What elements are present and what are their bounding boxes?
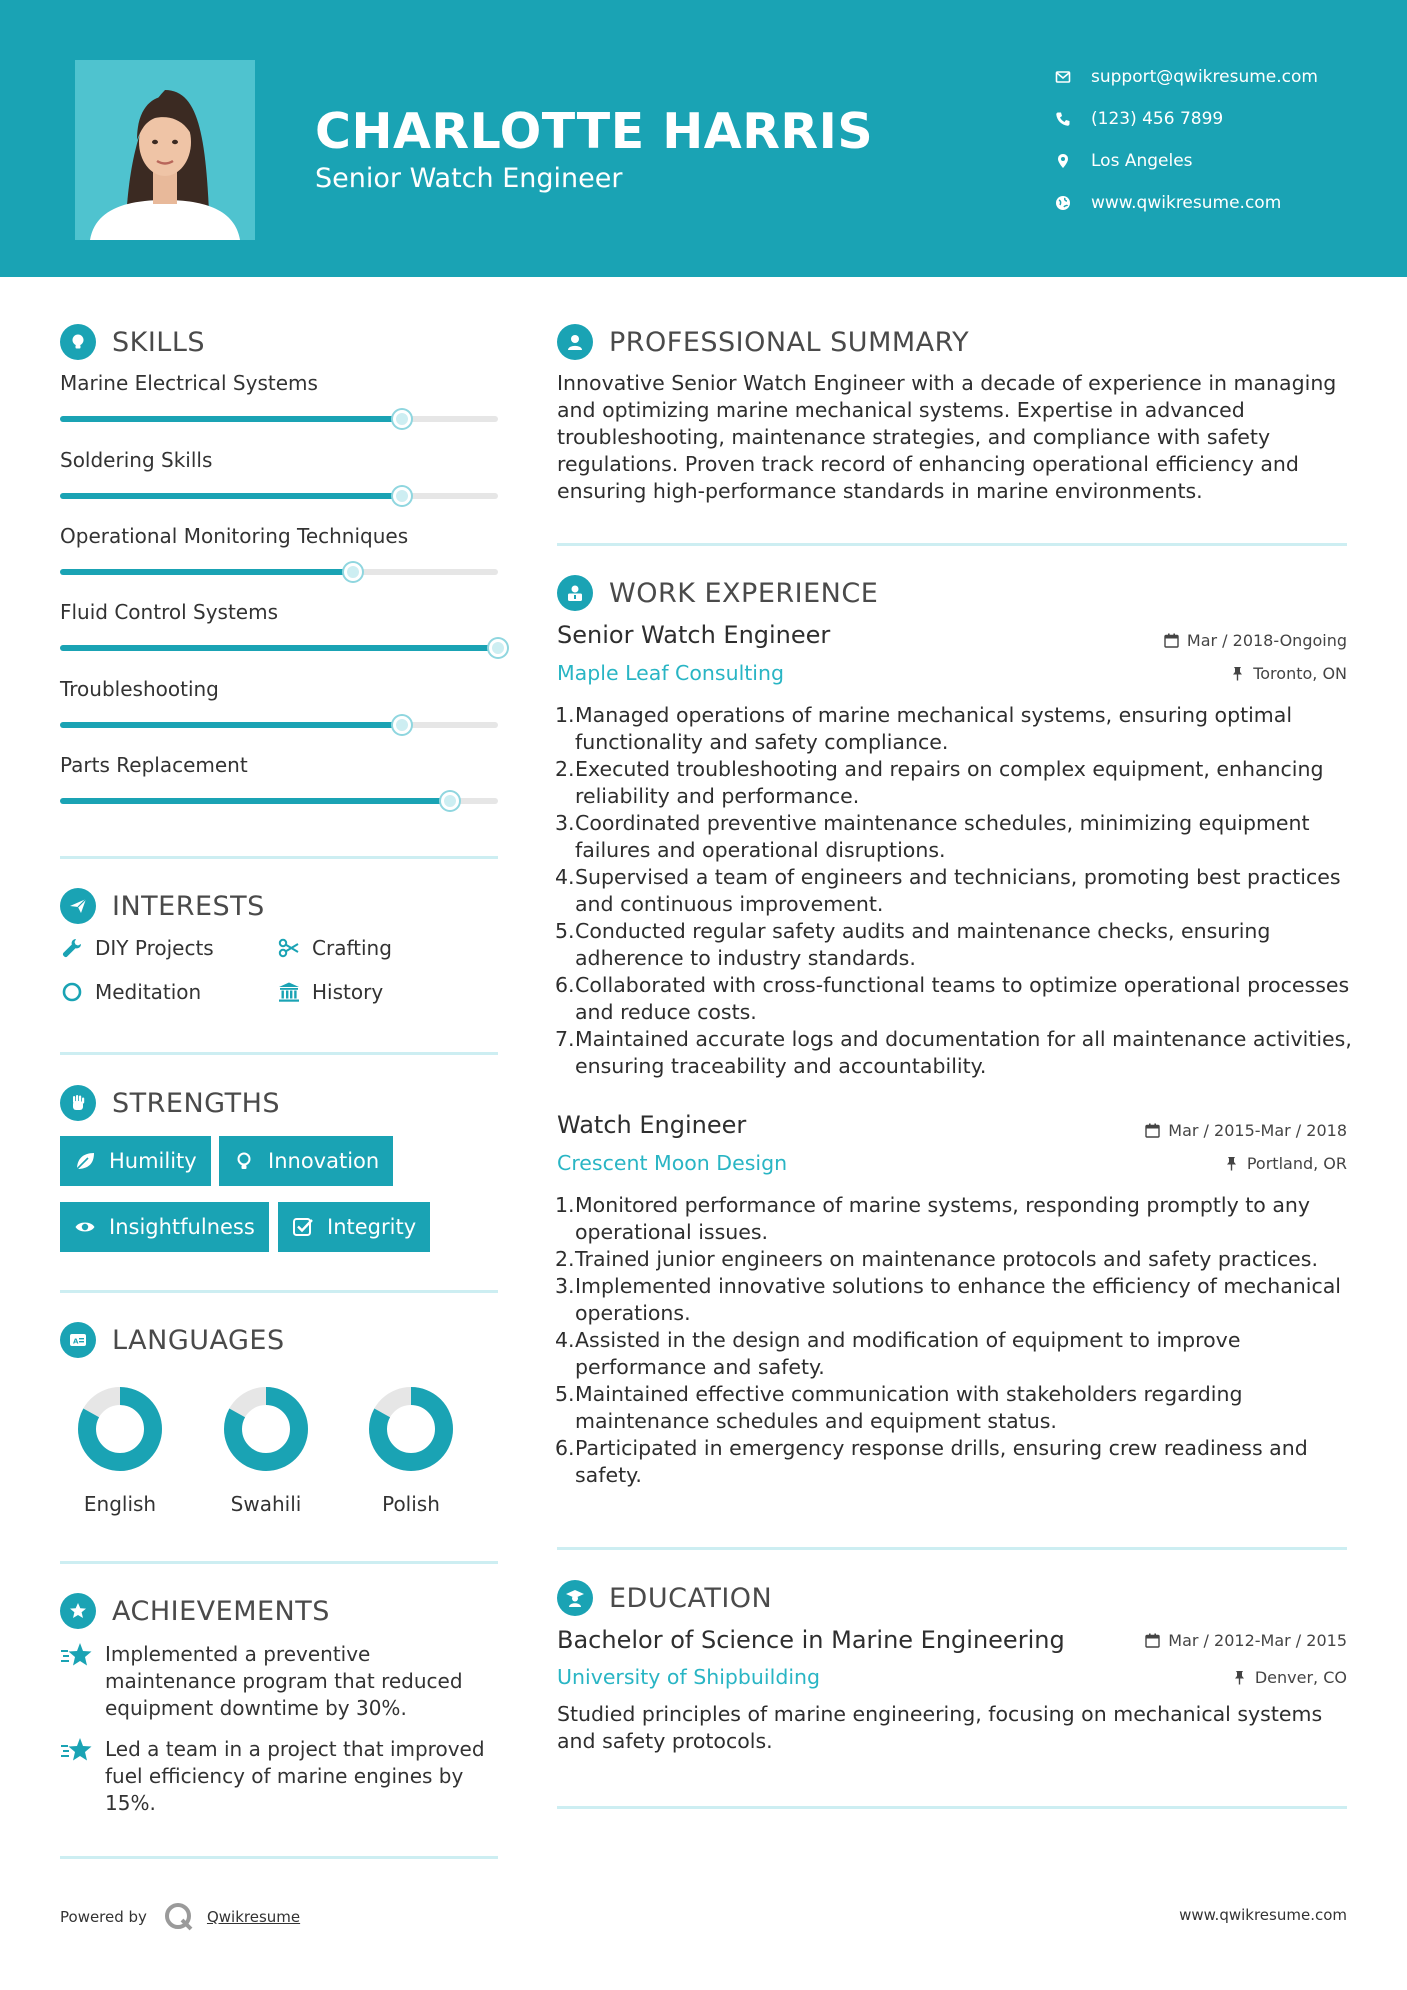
skill-bar-fill [60, 493, 402, 499]
skill-name: Troubleshooting [60, 677, 219, 701]
languages-heading [60, 1322, 285, 1358]
paper-plane-icon [60, 888, 96, 924]
skill-item [60, 753, 498, 777]
bullet-text: Collaborated with cross-functional teams to optimize operational processes and reduce costs. [575, 973, 1350, 1024]
bullet-text: Coordinated preventive maintenance schedules, minimizing equipment failures and operational disruptions. [575, 811, 1310, 862]
resume-header [0, 0, 1407, 277]
graduate-icon [557, 1580, 593, 1616]
skill-bar-fill [60, 416, 402, 422]
star-icon [60, 1641, 94, 1671]
contact-website[interactable] [1055, 182, 1318, 224]
job-date-text: Mar / 2015-Mar / 2018 [1168, 1121, 1347, 1140]
job-company: Maple Leaf Consulting [557, 661, 785, 685]
language-donut [75, 1384, 165, 1474]
skill-item [60, 600, 498, 624]
education-location-text: Denver, CO [1254, 1668, 1347, 1687]
skill-bar-knob [441, 792, 459, 810]
interest-label: Crafting [312, 936, 392, 960]
bullet-number: 2. [555, 1247, 575, 1271]
contact-list [1055, 56, 1318, 224]
pushpin-icon [1230, 666, 1245, 681]
strength-label: Innovation [268, 1149, 380, 1173]
pushpin-icon [1224, 1156, 1239, 1171]
skill-name: Fluid Control Systems [60, 600, 278, 624]
calendar-icon [1145, 1633, 1160, 1648]
globe-icon [1055, 195, 1071, 211]
profile-photo [75, 60, 255, 240]
interest-item [277, 980, 383, 1004]
education-date-text: Mar / 2012-Mar / 2015 [1168, 1631, 1347, 1650]
interest-item [60, 980, 201, 1004]
section-divider [557, 1547, 1347, 1550]
education-date [1145, 1631, 1347, 1650]
strength-label: Humility [109, 1149, 197, 1173]
strength-badge [278, 1202, 430, 1252]
language-donut [366, 1384, 456, 1474]
qwikresume-link[interactable]: Qwikresume [206, 1908, 301, 1926]
skill-bar-knob [393, 487, 411, 505]
bullet-number: 5. [555, 1382, 575, 1406]
summary-title: PROFESSIONAL SUMMARY [609, 326, 970, 358]
strength-badge [219, 1136, 393, 1186]
calendar-icon [1145, 1123, 1160, 1138]
bullet-number: 1. [555, 703, 575, 727]
user-icon [557, 324, 593, 360]
bank-icon [277, 980, 301, 1004]
job-bullets [555, 1192, 1355, 1489]
calendar-icon [1164, 633, 1179, 648]
language-name: Swahili [230, 1492, 302, 1516]
bullet-text: Maintained effective communication with stakeholders regarding maintenance schedules and equipment status. [575, 1382, 1243, 1433]
skills-heading [60, 324, 205, 360]
language-name: Polish [382, 1492, 440, 1516]
interests-title: INTERESTS [112, 890, 265, 922]
language-icon [60, 1322, 96, 1358]
job-bullets [555, 702, 1355, 1080]
bullet-number: 2. [555, 757, 575, 781]
bullet-number: 4. [555, 1328, 575, 1352]
strength-label: Integrity [327, 1215, 417, 1239]
eye-icon [74, 1216, 96, 1238]
svg-text:A: A [73, 1337, 79, 1346]
strengths-heading [60, 1085, 280, 1121]
contact-email[interactable] [1055, 56, 1318, 98]
job-date [1164, 631, 1347, 650]
language-name: English [83, 1492, 157, 1516]
check-square-icon [292, 1216, 314, 1238]
bullet-text: Executed troubleshooting and repairs on complex equipment, enhancing reliability and performance. [575, 757, 1324, 808]
bullet-text: Maintained accurate logs and documentation for all maintenance activities, ensuring traceability and accountability. [575, 1027, 1352, 1078]
qwikresume-logo-icon[interactable] [163, 1901, 195, 1933]
job-bullet [555, 1435, 1355, 1489]
briefcase-user-icon [557, 575, 593, 611]
education-heading [557, 1580, 772, 1616]
strength-badge [60, 1202, 269, 1252]
section-divider [60, 1856, 498, 1859]
language-item [351, 1384, 471, 1516]
bullet-number: 5. [555, 919, 575, 943]
job-date [1145, 1121, 1347, 1140]
bullet-number: 3. [555, 811, 575, 835]
skill-bar-knob [393, 410, 411, 428]
skill-bar-knob [393, 716, 411, 734]
job-bullet [555, 1327, 1355, 1381]
education-location [1232, 1668, 1347, 1687]
section-divider [557, 1806, 1347, 1809]
hand-icon [60, 1085, 96, 1121]
candidate-title: Senior Watch Engineer [315, 163, 623, 194]
skill-item [60, 524, 498, 548]
skills-title: SKILLS [112, 326, 206, 358]
job-bullet [555, 810, 1355, 864]
bullet-text: Trained junior engineers on maintenance protocols and safety practices. [575, 1247, 1318, 1271]
section-divider [60, 1561, 498, 1564]
bullet-text: Monitored performance of marine systems, responding promptly to any operational issues. [575, 1193, 1311, 1244]
leaf-icon [74, 1150, 96, 1172]
strengths-title: STRENGTHS [112, 1087, 281, 1119]
footer-powered-by [60, 1901, 300, 1933]
strength-label: Insightfulness [109, 1215, 255, 1239]
job-company: Crescent Moon Design [557, 1151, 788, 1175]
interest-item [277, 936, 392, 960]
lightbulb-icon [233, 1150, 255, 1172]
achievements-title: ACHIEVEMENTS [112, 1595, 330, 1627]
job-bullet [555, 972, 1355, 1026]
skill-name: Soldering Skills [60, 448, 213, 472]
bullet-text: Assisted in the design and modification of equipment to improve performance and safety. [575, 1328, 1241, 1379]
skill-bar-fill [60, 645, 498, 651]
interest-item [60, 936, 214, 960]
star-badge-icon [60, 1593, 96, 1629]
skill-bar [60, 722, 498, 728]
skill-item [60, 448, 498, 472]
lightbulb-icon [60, 324, 96, 360]
interest-label: History [312, 980, 384, 1004]
achievement-item [60, 1641, 500, 1722]
bullet-number: 6. [555, 973, 575, 997]
bullet-number: 7. [555, 1027, 575, 1051]
summary-text: Innovative Senior Watch Engineer with a decade of experience in managing and optimizing marine mechanical systems. Expertise in advanced troubleshooting, maintenance strategies, and compliance with safety regulations. Proven track record of enhancing operational efficiency and ensuring high-performance standards in marine environments. [557, 371, 1337, 503]
section-divider [60, 1052, 498, 1055]
job-location-text: Toronto, ON [1253, 664, 1347, 683]
contact-website-text: www.qwikresume.com [1091, 193, 1282, 213]
language-item [206, 1384, 326, 1516]
skill-bar [60, 493, 498, 499]
skill-bar-fill [60, 798, 450, 804]
wrench-icon [60, 936, 84, 960]
skill-item [60, 677, 498, 701]
achievement-item [60, 1736, 500, 1817]
skill-bar-fill [60, 569, 353, 575]
experience-heading [557, 575, 878, 611]
pushpin-icon [1232, 1670, 1247, 1685]
strength-badge [60, 1136, 211, 1186]
skill-bar [60, 645, 498, 651]
job-location [1224, 1154, 1347, 1173]
envelope-icon [1055, 69, 1071, 85]
contact-phone-text: (123) 456 7899 [1091, 109, 1224, 129]
bullet-number: 4. [555, 865, 575, 889]
section-divider [60, 856, 498, 859]
skill-bar [60, 798, 498, 804]
skill-item [60, 371, 498, 395]
education-degree: Bachelor of Science in Marine Engineering [557, 1626, 1065, 1654]
experience-title: WORK EXPERIENCE [609, 577, 879, 609]
skill-bar-fill [60, 722, 402, 728]
skill-bar [60, 416, 498, 422]
contact-phone[interactable] [1055, 98, 1318, 140]
job-title: Watch Engineer [557, 1111, 747, 1139]
achievements-heading [60, 1593, 330, 1629]
candidate-name: CHARLOTTE HARRIS [315, 103, 874, 160]
job-bullet [555, 918, 1355, 972]
interest-label: Meditation [95, 980, 202, 1004]
job-bullet [555, 1026, 1355, 1080]
footer-url[interactable]: www.qwikresume.com [1179, 1906, 1347, 1924]
section-divider [60, 1290, 498, 1293]
job-bullet [555, 1246, 1355, 1273]
bullet-number: 6. [555, 1436, 575, 1460]
job-bullet [555, 756, 1355, 810]
job-bullet [555, 1273, 1355, 1327]
job-bullet [555, 702, 1355, 756]
language-item [60, 1384, 180, 1516]
languages-title: LANGUAGES [112, 1324, 285, 1356]
powered-by-text: Powered by [60, 1908, 147, 1926]
contact-location [1055, 140, 1318, 182]
skill-name: Marine Electrical Systems [60, 371, 318, 395]
phone-icon [1055, 111, 1071, 127]
contact-email-text: support@qwikresume.com [1091, 67, 1318, 87]
achievement-text: Led a team in a project that improved fuel efficiency of marine engines by 15%. [105, 1737, 485, 1815]
achievement-text: Implemented a preventive maintenance program that reduced equipment downtime by 30%. [105, 1642, 463, 1720]
language-donut [221, 1384, 311, 1474]
interest-label: DIY Projects [95, 936, 214, 960]
education-title: EDUCATION [609, 1582, 773, 1614]
skill-name: Parts Replacement [60, 753, 248, 777]
map-pin-icon [1055, 153, 1071, 169]
education-school: University of Shipbuilding [557, 1665, 821, 1689]
contact-location-text: Los Angeles [1091, 151, 1193, 171]
bullet-text: Implemented innovative solutions to enhance the efficiency of mechanical operations. [575, 1274, 1342, 1325]
job-bullet [555, 1192, 1355, 1246]
skill-name: Operational Monitoring Techniques [60, 524, 409, 548]
job-bullet [555, 1381, 1355, 1435]
bullet-text: Managed operations of marine mechanical systems, ensuring optimal functionality and safety compliance. [575, 703, 1293, 754]
job-title: Senior Watch Engineer [557, 621, 831, 649]
bullet-text: Conducted regular safety audits and maintenance checks, ensuring adherence to industry standards. [575, 919, 1271, 970]
bullet-number: 3. [555, 1274, 575, 1298]
circle-icon [60, 980, 84, 1004]
bullet-text: Supervised a team of engineers and technicians, promoting best practices and continuous improvement. [575, 865, 1341, 916]
bullet-text: Participated in emergency response drills, ensuring crew readiness and safety. [575, 1436, 1308, 1487]
skill-bar-knob [489, 639, 507, 657]
bullet-number: 1. [555, 1193, 575, 1217]
education-description: Studied principles of marine engineering, focusing on mechanical systems and safety protocols. [557, 1702, 1323, 1753]
skill-bar-knob [344, 563, 362, 581]
job-date-text: Mar / 2018-Ongoing [1186, 631, 1347, 650]
job-location-text: Portland, OR [1246, 1154, 1347, 1173]
star-icon [60, 1736, 94, 1766]
job-bullet [555, 864, 1355, 918]
scissors-icon [277, 936, 301, 960]
interests-heading [60, 888, 265, 924]
skill-bar [60, 569, 498, 575]
section-divider [557, 543, 1347, 546]
job-location [1230, 664, 1347, 683]
summary-heading [557, 324, 969, 360]
